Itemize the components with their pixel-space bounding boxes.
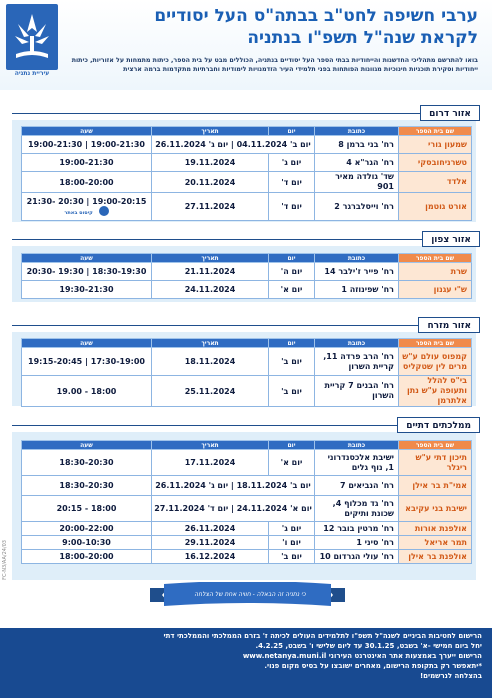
section-title-south: אזור דרום xyxy=(420,105,480,121)
event-date: 29.11.2024 xyxy=(152,536,269,550)
col-header-day: יום xyxy=(269,127,315,136)
school-name: תיכון דתי ע"ש ריגלר xyxy=(399,450,472,476)
event-hour: 18:00 - 20:15 xyxy=(22,496,152,522)
document-code: FC-N3/AA/24/03 xyxy=(2,540,8,580)
table-row xyxy=(22,476,472,496)
col-header-address: כתובת xyxy=(315,339,399,348)
event-hour: 18:00-20:00 xyxy=(22,172,152,193)
event-hour xyxy=(22,193,152,221)
table-header-row xyxy=(22,127,472,136)
footer-closing: בהצלחה לנרשמים! xyxy=(419,672,482,680)
event-date: 25.11.2024 xyxy=(152,376,269,407)
school-address: רח' הרב פרדה 11, קריית השרון xyxy=(315,348,399,376)
school-name: טשרניחובסקי xyxy=(399,154,472,172)
event-day: יום ו' xyxy=(269,536,315,550)
col-header-day: יום xyxy=(269,339,315,348)
school-address: ישיבת אלכסנדרוני 1, נוף גלים xyxy=(315,450,399,476)
event-date: יום א' 24.11.2024 | יום ד' 27.11.2024 xyxy=(152,496,315,522)
col-header-address: כתובת xyxy=(315,127,399,136)
school-name: שרת xyxy=(399,263,472,281)
school-address: רח' הגר"א 4 xyxy=(315,154,399,172)
school-address: רח' פייר ז'ילבר 14 xyxy=(315,263,399,281)
col-header-date: תאריך xyxy=(152,339,269,348)
event-hour: 20:00-22:00 xyxy=(22,522,152,536)
event-date: 21.11.2024 xyxy=(152,263,269,281)
footer-line: יחל ביום חמישי -א' בשבט, 30.1.25 עד ליום שלישי ו' בשבט, 4.2.25. xyxy=(255,642,482,650)
event-day: יום ב' xyxy=(269,348,315,376)
col-header-hour: שעה xyxy=(22,127,152,136)
kisus-logo-icon xyxy=(99,206,109,216)
school-name: קמפוס עולם ע"ש מרים לין שטקליס xyxy=(399,348,472,376)
table-row xyxy=(22,136,472,154)
school-address: רח' הנביאים 7 xyxy=(315,476,399,496)
col-header-school: שם בית הספר xyxy=(399,339,472,348)
table-row xyxy=(22,154,472,172)
event-day: יום ג' xyxy=(269,154,315,172)
event-hour: 18:30-20:30 xyxy=(22,450,152,476)
footer-link-line[interactable]: הרישום ייערך באמצעות אתר האינטרנט העירוני www.netanya.muni.il xyxy=(242,652,482,660)
event-hour: 17:30-19:00 | 19:15-20:45 xyxy=(22,348,152,376)
schedule-table-south xyxy=(21,126,472,221)
school-address: שד' גולדה מאיר 901 xyxy=(315,172,399,193)
event-day: יום א' xyxy=(269,281,315,299)
intro-text: בואו להתרשם מתהליכי החדשנות והייחודיות בבתי הספר העל יסודיים בנתניה, הכוללים מבט על בית הספר, כיתות מתמחות על אזוריות, כיתות ייחודיות וסקירת תוכניות חינוכיות מגוונות הפותחות בפני תלמידי העיר הזדמנויות לימודיות וחברתיות מתקדמות ברמה ארצית xyxy=(71,57,478,73)
event-hour: 18:30-20:30 xyxy=(22,476,152,496)
school-name: בי"ס להלל ותעופה ע"ש נתן אלתרמן xyxy=(399,376,472,407)
netanya-logo xyxy=(6,4,58,70)
table-row xyxy=(22,376,472,407)
event-day: יום ג' xyxy=(269,522,315,536)
event-day: יום א' xyxy=(269,450,315,476)
event-date: 24.11.2024 xyxy=(152,281,269,299)
school-name: תמר אריאל xyxy=(399,536,472,550)
slogan-text: כי נתניה זה הבאלה - חוויה אחת של הצלחה xyxy=(194,591,306,598)
event-hour: 9:00-10:30 xyxy=(22,536,152,550)
event-day: יום ה' xyxy=(269,263,315,281)
col-header-school: שם בית הספר xyxy=(399,127,472,136)
event-date: יום ב' 04.11.2024 | יום ג' 26.11.2024 xyxy=(152,136,315,154)
event-date: 19.11.2024 xyxy=(152,154,269,172)
school-name: ישיבת בני עקיבא xyxy=(399,496,472,522)
col-header-day: יום xyxy=(269,254,315,263)
school-name: שמעון גורי xyxy=(399,136,472,154)
school-name: ש"י עגנון xyxy=(399,281,472,299)
school-name: אלדד xyxy=(399,172,472,193)
school-address: רח' גד מכלוף 4, שכונת ותיקים xyxy=(315,496,399,522)
col-header-hour: שעה xyxy=(22,254,152,263)
event-hour: 18:30-19:30 | 19:30 -20:30 xyxy=(22,263,152,281)
school-address: רח' שפינוזה 1 xyxy=(315,281,399,299)
event-date: 17.11.2024 xyxy=(152,450,269,476)
event-day: יום ד' xyxy=(269,172,315,193)
schedule-table-east xyxy=(21,338,472,407)
school-address: רח' סיני 1 xyxy=(315,536,399,550)
event-date: 20.11.2024 xyxy=(152,172,269,193)
table-header-row xyxy=(22,339,472,348)
school-name: אורט גוטמן xyxy=(399,193,472,221)
page-title: ערבי חשיפה לחט"ב בבתה"ס העל יסודיים xyxy=(154,6,478,26)
table-row xyxy=(22,263,472,281)
table-row xyxy=(22,348,472,376)
event-day: יום ב' xyxy=(269,376,315,407)
table-row xyxy=(22,496,472,522)
table-row xyxy=(22,522,472,536)
event-hour: 19:00-21:30 | 19:00-21:30 xyxy=(22,136,152,154)
school-address: רח' מרטין בובר 12 xyxy=(315,522,399,536)
col-header-date: תאריך xyxy=(152,127,269,136)
col-header-school: שם בית הספר xyxy=(399,254,472,263)
section-divider xyxy=(12,325,480,326)
col-header-address: כתובת xyxy=(315,441,399,450)
section-title-east: אזור מזרח xyxy=(418,317,480,333)
col-header-hour: שעה xyxy=(22,339,152,348)
table-row xyxy=(22,536,472,550)
event-hour: 19:00-21:30 xyxy=(22,154,152,172)
event-hour: 18:00-20:00 xyxy=(22,550,152,564)
school-name: אמי"ת בר אילן xyxy=(399,476,472,496)
section-title-religious: ממלכתים דתיים xyxy=(397,417,480,433)
event-date: יום ב' 18.11.2024 | יום ג' 26.11.2024 xyxy=(152,476,315,496)
table-row xyxy=(22,193,472,221)
table-row xyxy=(22,450,472,476)
page-subtitle: לקראת שנה"ל תשפ"ו בנתניה xyxy=(247,28,478,48)
event-date: 16.12.2024 xyxy=(152,550,269,564)
table-header-row xyxy=(22,254,472,263)
logo-caption: עיריית נתניה xyxy=(14,70,50,77)
kisus-badge-label: קיסוס באתר xyxy=(64,209,93,216)
event-date: 26.11.2024 xyxy=(152,522,269,536)
section-title-north: אזור צפון xyxy=(422,231,480,247)
event-hour: 19:30-21:30 xyxy=(22,281,152,299)
registration-footer xyxy=(0,628,492,698)
table-header-row xyxy=(22,441,472,450)
school-address: רח' עולי הגרדום 10 xyxy=(315,550,399,564)
kisus-badge xyxy=(24,206,149,216)
col-header-day: יום xyxy=(269,441,315,450)
schedule-table-north xyxy=(21,253,472,299)
event-hour: 18:00 - 19.00 xyxy=(22,376,152,407)
col-header-school: שם בית הספר xyxy=(399,441,472,450)
footer-line: *יתאפשר רק בתקופת הרישום, מאחרים ישובצו על בסיס מקום פנוי. xyxy=(264,662,482,670)
school-name: אולפנת אורות xyxy=(399,522,472,536)
table-row xyxy=(22,172,472,193)
schedule-table-religious xyxy=(21,440,472,564)
event-day: יום ב' xyxy=(269,550,315,564)
footer-line: הרישום לחטיבות הביניים לשנה"ל תשפ"ו לתלמידים העולים לכיתה ז' בזרם הממלכתי והממלכתי דתי xyxy=(163,632,482,640)
event-hour-text: 19:00-20:15 | 20:30 -21:30 xyxy=(26,197,147,206)
page-header xyxy=(0,0,492,90)
school-address: רח' וייסלברגר 2 xyxy=(315,193,399,221)
col-header-hour: שעה xyxy=(22,441,152,450)
school-name: אולפנת בר אילן xyxy=(399,550,472,564)
section-divider xyxy=(12,113,480,114)
col-header-date: תאריך xyxy=(152,254,269,263)
table-row xyxy=(22,550,472,564)
event-date: 18.11.2024 xyxy=(152,348,269,376)
event-day: יום ד' xyxy=(269,193,315,221)
col-header-address: כתובת xyxy=(315,254,399,263)
section-divider xyxy=(12,239,480,240)
event-date: 27.11.2024 xyxy=(152,193,269,221)
school-address: רח' הבנים 7 קריית השרון xyxy=(315,376,399,407)
school-address: רח' בני ברמן 8 xyxy=(315,136,399,154)
table-row xyxy=(22,281,472,299)
col-header-date: תאריך xyxy=(152,441,269,450)
